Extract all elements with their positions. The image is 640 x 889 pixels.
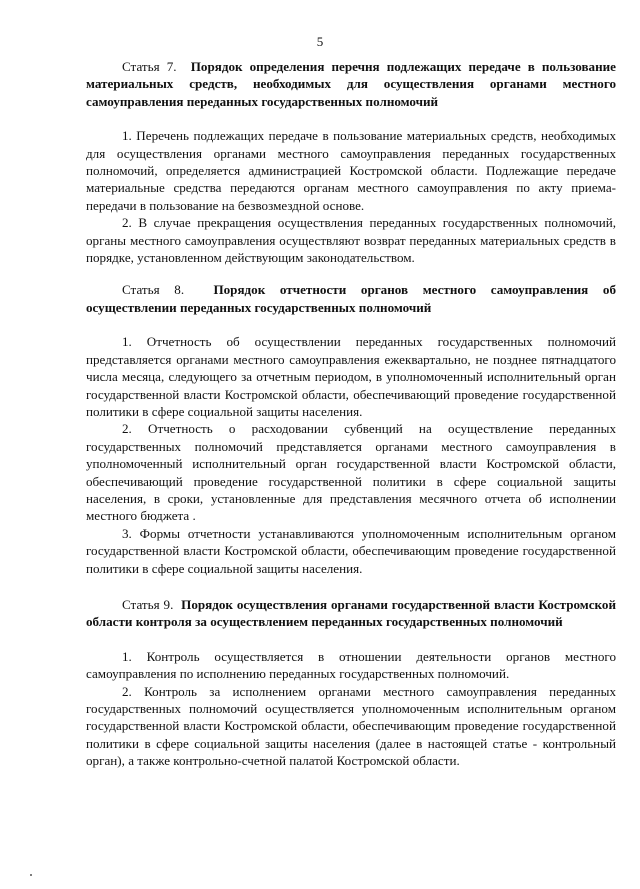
article-9-paragraph-2: 2. Контроль за исполнением органами местного самоуправления переданных государственных полномочий осуществляется уполномоченным исполнительным органом государственной власти Костромской области, обеспечивающим проведение государственной политики в сфере социальной защиты населения (далее в настоящей статье - контрольный орган), а также контрольно-счетной палатой Костромской области.: [86, 683, 616, 769]
article-7-heading: [86, 58, 616, 110]
article-8-paragraph-3: 3. Формы отчетности устанавливаются уполномоченным исполнительным органом государственной власти Костромской области, обеспечивающим проведение государственной политики в сфере социальной защиты населения.: [86, 525, 616, 576]
article-7-paragraph-1: 1. Перечень подлежащих передаче в пользование материальных средств, необходимых для осуществления органами местного самоуправления переданных государственных полномочий, определяется администрацией Костромской области. Подлежащие передаче материальные средства передаются органам местного самоуправления по акту приема-передачи в пользование на безвозмездной основе.: [86, 128, 616, 213]
document-body: [86, 58, 616, 770]
article-8: [86, 281, 616, 577]
article-8-paragraph-1: 1. Отчетность об осуществлении переданных государственных полномочий представляется органами местного самоуправления ежеквартально, не позднее пятнадцатого числа месяца, следующего за отчетным периодом, в уполномоченный исполнительный орган государственной власти Костромской области, обеспечивающий проведение государственной политики в сфере социальной защиты населения.: [86, 334, 616, 419]
section-spacer: [86, 577, 616, 596]
article-9: [86, 596, 616, 770]
page-number: 5: [316, 34, 324, 49]
article-8-heading: [86, 281, 616, 316]
article-7-paragraph-2: 2. В случае прекращения осуществления переданных государственных полномочий, органы местного самоуправления осуществляют возврат переданных материальных средств в порядке, установленном действующим законодательством.: [86, 215, 616, 266]
article-7-label: Статья 7.: [122, 59, 177, 74]
article-9-title: Порядок осуществления органами государственной власти Костромской области контроля за осуществлением переданных государственных полномочий: [86, 596, 616, 630]
article-9-heading: [86, 596, 616, 631]
article-9-paragraph-1: 1. Контроль осуществляется в отношении деятельности органов местного самоуправления по исполнению переданных государственных полномочий.: [86, 648, 616, 682]
article-9-label: Статья 9.: [122, 596, 174, 612]
scan-speck: [30, 874, 32, 876]
article-8-title: Порядок отчетности органов местного самоуправления об осуществлении переданных государственных полномочий: [86, 282, 616, 315]
article-7: [86, 58, 616, 266]
article-8-paragraph-2: 2. Отчетность о расходовании субвенций на осуществление переданных государственных полномочий представляется органами местного самоуправления в уполномоченный исполнительный орган государственной власти Костромской области, обеспечивающий проведение государственной политики в сфере социальной защиты населения, в сроки, установленные для представления месячного отчета об исполнении местного бюджета .: [86, 421, 616, 524]
section-spacer: [86, 266, 616, 281]
article-7-title: Порядок определения перечня подлежащих передаче в пользование материальных средств, необходимых для осуществления органами местного самоуправления переданных государственных полномочий: [86, 59, 616, 109]
article-8-label: Статья 8.: [122, 282, 185, 298]
